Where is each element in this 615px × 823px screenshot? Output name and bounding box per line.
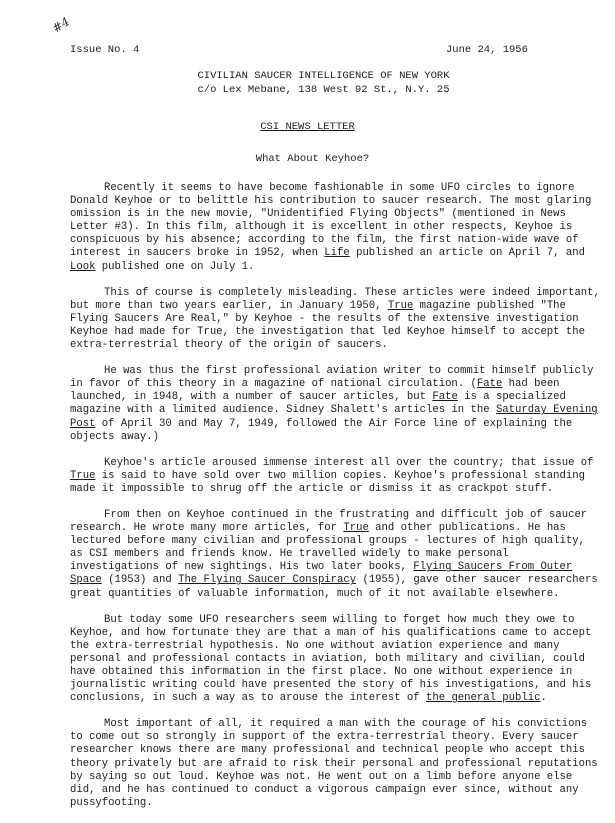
handwritten-mark: #4 (49, 14, 73, 36)
paragraph-2: This of course is completely misleading. These articles were indeed important, but more than two years earlier, in January 1950, True magazine published "The Flying Saucers Are Real," by Keyhoe - the results of the extensive investigation Keyhoe had made for True, the investigation that led Keyhoe himself to accept the extra-terrestrial theory of the origin of saucers. (70, 286, 600, 352)
underlined-title: Flying Saucers From Outer Space (70, 561, 573, 587)
issue-date: June 24, 1956 (446, 44, 528, 56)
underlined-title: True (387, 299, 414, 312)
paragraph-7: Most important of all, it required a man with the courage of his convictions to come out so strongly in support of the extra-terrestrial theory. Every saucer researcher knows there are many professional and technical people who accept this theory privately but are afraid to risk their personal and professional reputations by saying so out loud. Keyhoe was not. He went out on a limb before anyone else did, and he has continued to conduct a vigorous campaign ever since, without any pussyfooting. (70, 718, 598, 809)
organization-name: CIVILIAN SAUCER INTELLIGENCE OF NEW YORK (197, 70, 450, 82)
paragraph-6: But today some UFO researchers seem willing to forget how much they owe to Keyhoe, and how fortunate they are that a man of his qualifications came to accept the extra-terrestrial hypothesis. No one without aviation experience and many personal and professional contacts in aviation, both military and civilian, could have obtained this information in the first place. No one without experience in journalistic writing could have presented the story of his investigations, and his conclusions, in such a way as to arouse the interest of the general public. (70, 613, 592, 705)
underlined-title: True (343, 522, 369, 535)
newsletter-title (0, 121, 615, 133)
underlined-title: The Flying Saucer Conspiracy (178, 574, 357, 587)
paragraph-4: Keyhoe's article aroused immense interest all over the country; that issue of True is said to have sold over two million copies. Keyhoe's professional standing made it impossible to shrug off the article or dismiss it as crackpot stuff. (70, 456, 594, 495)
underlined-title: Fate (476, 378, 503, 391)
paragraph-5: From then on Keyhoe continued in the frustrating and difficult job of saucer research. He wrote many more articles, for True and other publications. He has lectured before many civilian and professional groups - lectures of high quality, as CSI members and friends know. He travelled widely to make personal investigations of new sightings. His two later books, Flying Saucers From Outer Space (1953) and The Flying Saucer Conspiracy (1955), gave other saucer researchers great quantities of valuable information, much of it not available elsewhere. (70, 508, 598, 600)
article-heading: What About Keyhoe? (255, 153, 370, 165)
article-body (70, 182, 600, 823)
underlined-phrase: the general public (426, 692, 541, 705)
newsletter-title-text: CSI NEWS LETTER (260, 121, 355, 133)
underlined-title: Fate (432, 391, 458, 404)
underlined-title: Saturday Evening Post (70, 404, 598, 430)
underlined-title: Look (70, 260, 96, 273)
paragraph-1: Recently it seems to have become fashionable in some UFO circles to ignore Donald Keyhoe or to belittle his contribution to saucer research. The most glaring omission is in the new movie, "Unidentified Flying Objects" (mentioned in News Letter #3). In this film, although it is excellent in other respects, Keyhoe is conspicuous by his absence; according to the film, the first nation-wide wave of interest in saucers broke in 1952, when Life published an article on April 7, and Look published one on July 1. (70, 182, 592, 273)
paragraph-3: He was thus the first professional aviation writer to commit himself publicly in favor of this theory in a magazine of national circulation. (Fate had been launched, in 1948, with a number of saucer articles, but Fate is a specialized magazine with a limited audience. Sidney Shalett's articles in the Saturday Evening Post of April 30 and May 7, 1949, followed the Air Force line of explaining the objects away.) (70, 365, 598, 443)
underlined-title: True (70, 469, 96, 482)
underlined-title: Life (324, 247, 350, 260)
organization-address: c/o Lex Mebane, 138 West 92 St., N.Y. 25 (197, 84, 450, 96)
issue-number: Issue No. 4 (70, 44, 140, 56)
